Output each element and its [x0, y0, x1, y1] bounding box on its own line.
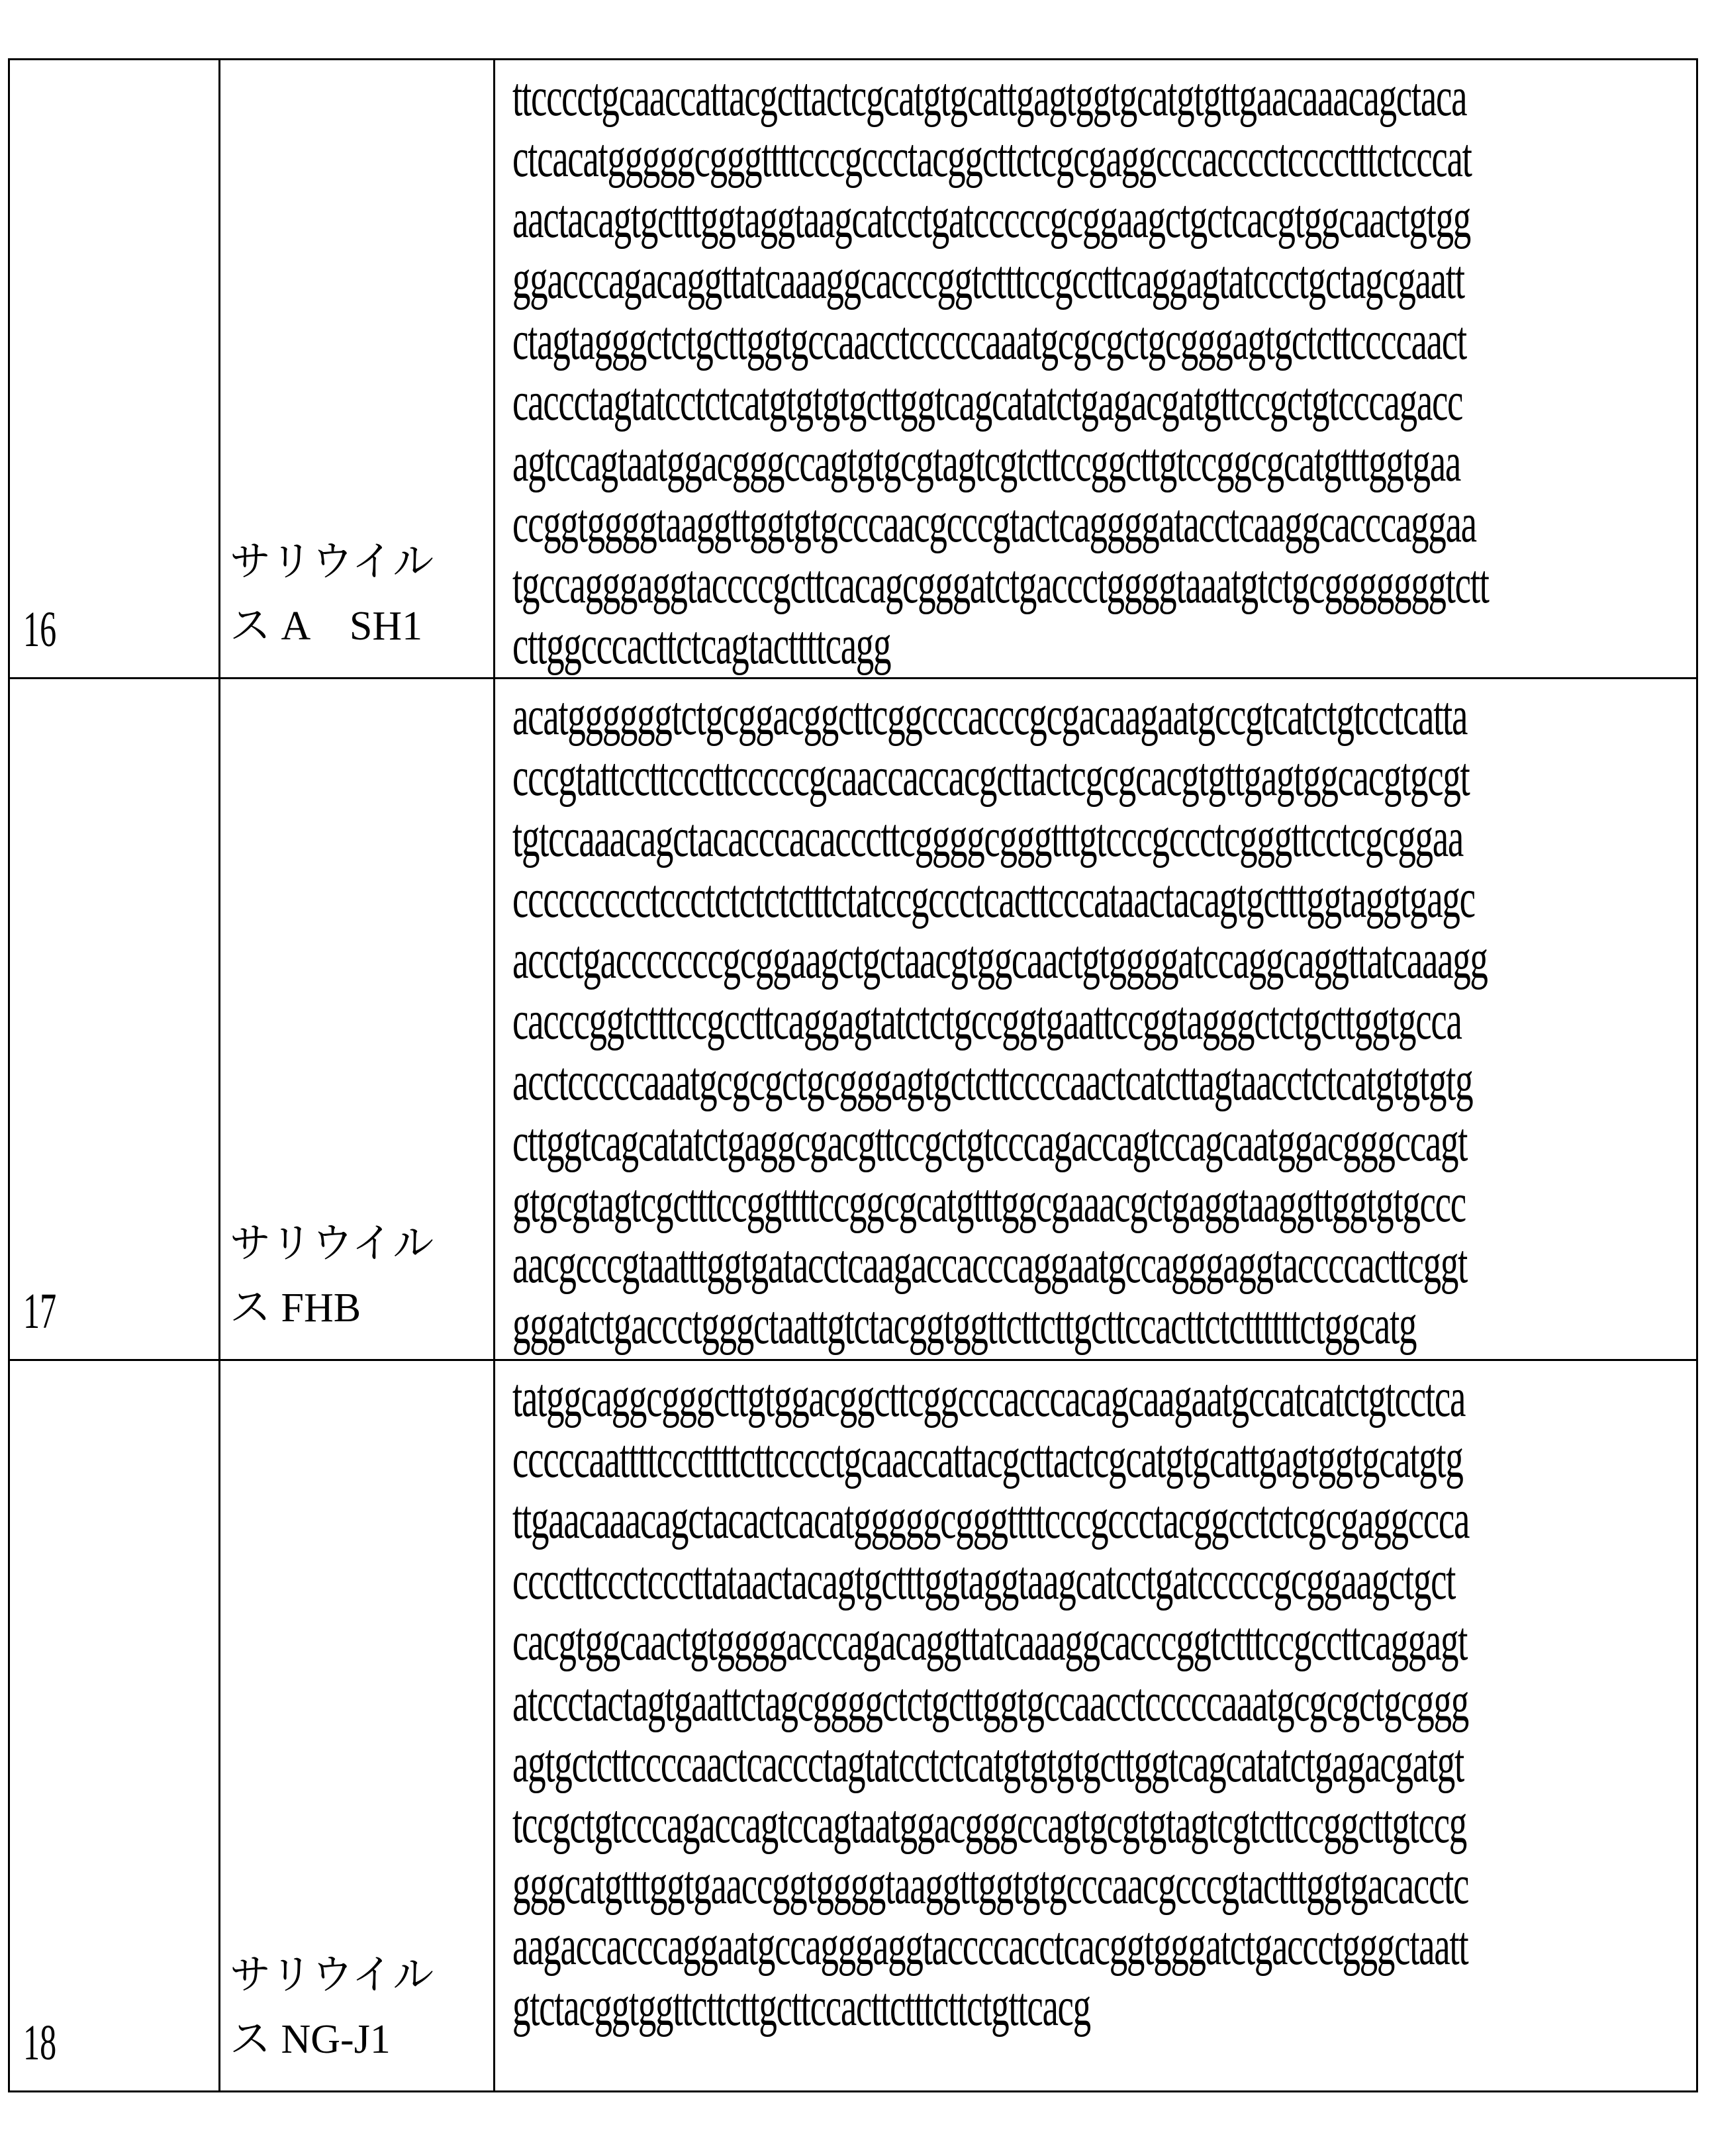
sequence-line: ccccccccctccctctctctctttctatccgccctcacttcccataactacagtgctttggtaggtgagc — [512, 868, 1475, 929]
sequence-line: atccctactagtgaattctagcggggctctgcttggtgccaacctcccccaaatgcgcgctgcggg — [512, 1671, 1468, 1733]
sequence-line: aactacagtgctttggtaggtaagcatcctgatcccccgcggaagctgctcacgtggcaactgtgg — [512, 188, 1470, 250]
sequence-line: cccccaattttcccttttcttcccctgcaaccattacgcttactcgcatgtgcattgagtggtgcatgtg — [512, 1428, 1463, 1489]
virus-name-line1: サリウイル — [230, 1953, 434, 1998]
sequence-cell — [495, 60, 1697, 679]
sequence-line: tgccagggaggtaccccgcttcacagcgggatctgaccctggggtaaatgtctgcgggggggtctt — [512, 553, 1489, 615]
virus-name-cell — [220, 1360, 495, 2092]
sequence-text — [512, 686, 1696, 1356]
sequence-line: tccgctgtcccagaccagtccagtaatggacgggccagtgcgtgtagtcgtcttccggcttgtccg — [512, 1793, 1466, 1855]
virus-name-cell — [220, 679, 495, 1360]
sequence-line: tatggcaggcgggcttgtggacggcttcggcccacccacagcaagaatgccatcatctgtcctca — [512, 1367, 1466, 1429]
sequence-line: cttggtcagcatatctgaggcgacgttccgctgtcccagaccagtccagcaatggacgggccagt — [512, 1111, 1468, 1173]
sequence-table — [8, 58, 1698, 2092]
sequence-line: cccgtattccttcccttcccccgcaaccaccacgcttactcgcgcacgtgttgagtggcacgtgcgt — [512, 746, 1470, 808]
sequence-line: ccccttccctcccttataactacagtgctttggtaggtaagcatcctgatcccccgcggaagctgct — [512, 1550, 1456, 1611]
row-id: 18 — [23, 2015, 57, 2071]
sequence-line: caccctagtatcctctcatgtgtgtgcttggtcagcatatctgagacgatgttccgctgtcccagacc — [512, 371, 1463, 432]
sequence-line: aacgcccgtaatttggtgatacctcaagaccacccaggaatgccagggaggtaccccacttcggt — [512, 1233, 1468, 1295]
row-id-cell — [9, 1360, 220, 2092]
table-row — [9, 679, 1697, 1360]
sequence-line: cttggcccacttctcagtacttttcagg — [512, 614, 891, 676]
virus-name-cell — [220, 60, 495, 679]
virus-name-line1: サリウイル — [230, 1221, 434, 1266]
virus-name-line2: ス A SH1 — [230, 604, 423, 649]
sequence-line: gtgcgtagtcgctttccggttttccggcgcatgtttggcgaaacgctgaggtaaggttggtgtgccc — [512, 1172, 1466, 1234]
table-row — [9, 1360, 1697, 2092]
virus-name-line1: サリウイル — [230, 539, 434, 585]
row-id: 16 — [23, 602, 57, 657]
row-id: 17 — [23, 1284, 57, 1339]
sequence-line: ggacccagacaggttatcaaaggcacccggtctttccgccttcaggagtatccctgctagcgaatt — [512, 249, 1464, 310]
sequence-line: gggatctgaccctgggctaattgtctacggtggttcttcttgcttccacttctcttttttctggcatg — [512, 1294, 1417, 1356]
sequence-line: ctcacatgggggcgggttttcccgccctacggcttctcgcgaggcccacccctcccctttctcccat — [512, 127, 1472, 189]
virus-name-line2: ス NG-J1 — [230, 2017, 391, 2062]
sequence-line: acatggggggtctgcggacggcttcggcccacccgcgacaagaatgccgtcatctgtcctcatta — [512, 685, 1468, 747]
sequence-line: agtccagtaatggacgggccagtgtgcgtagtcgtcttccggcttgtccggcgcatgtttggtgaa — [512, 432, 1460, 493]
sequence-cell — [495, 1360, 1697, 2092]
sequence-line: gtctacggtggttcttcttgcttccacttctttcttctgttcacg — [512, 1976, 1090, 2038]
sequence-line: tgtccaaacagctacacccacacccttcggggcgggtttgtcccgccctcgggttcctcgcggaa — [512, 807, 1463, 868]
sequence-line: cacgtggcaactgtggggacccagacaggttatcaaaggcacccggtctttccgccttcaggagt — [512, 1611, 1468, 1672]
sequence-line: ccggtggggtaaggttggtgtgcccaacgcccgtactcaggggatacctcaaggcacccaggaa — [512, 492, 1476, 554]
sequence-line: accctgacccccccgcggaagctgctaacgtggcaactgtggggatccaggcaggttatcaaagg — [512, 929, 1488, 990]
sequence-line: acctcccccaaatgcgcgctgcgggagtgctcttccccaactcatcttagtaacctctcatgtgtgtg — [512, 1051, 1473, 1112]
sequence-cell — [495, 679, 1697, 1360]
sequence-line: cacccggtctttccgccttcaggagtatctctgccggtgaattccggtagggctctgcttggtgcca — [512, 990, 1462, 1051]
sequence-line: gggcatgtttggtgaaccggtggggtaaggttggtgtgcccaacgcccgtactttggtgacacctc — [512, 1854, 1469, 1916]
sequence-line: agtgctcttccccaactcaccctagtatcctctcatgtgtgtgcttggtcagcatatctgagacgatgt — [512, 1732, 1464, 1794]
virus-name-line2: ス FHB — [230, 1286, 361, 1331]
sequence-text — [512, 1368, 1696, 2038]
row-id-cell — [9, 60, 220, 679]
sequence-line: ttcccctgcaaccattacgcttactcgcatgtgcattgagtggtgcatgtgttgaacaaacagctaca — [512, 66, 1467, 128]
sequence-line: aagaccacccaggaatgccagggaggtaccccacctcacggtgggatctgaccctgggctaatt — [512, 1915, 1468, 1977]
sequence-text — [512, 67, 1696, 676]
sequence-line: ttgaacaaacagctacactcacatgggggcgggttttcccgccctacggcctctcgcgaggccca — [512, 1489, 1470, 1550]
table-row — [9, 60, 1697, 679]
sequence-line: ctagtagggctctgcttggtgccaacctcccccaaatgcgcgctgcgggagtgctcttccccaact — [512, 310, 1466, 371]
row-id-cell — [9, 679, 220, 1360]
